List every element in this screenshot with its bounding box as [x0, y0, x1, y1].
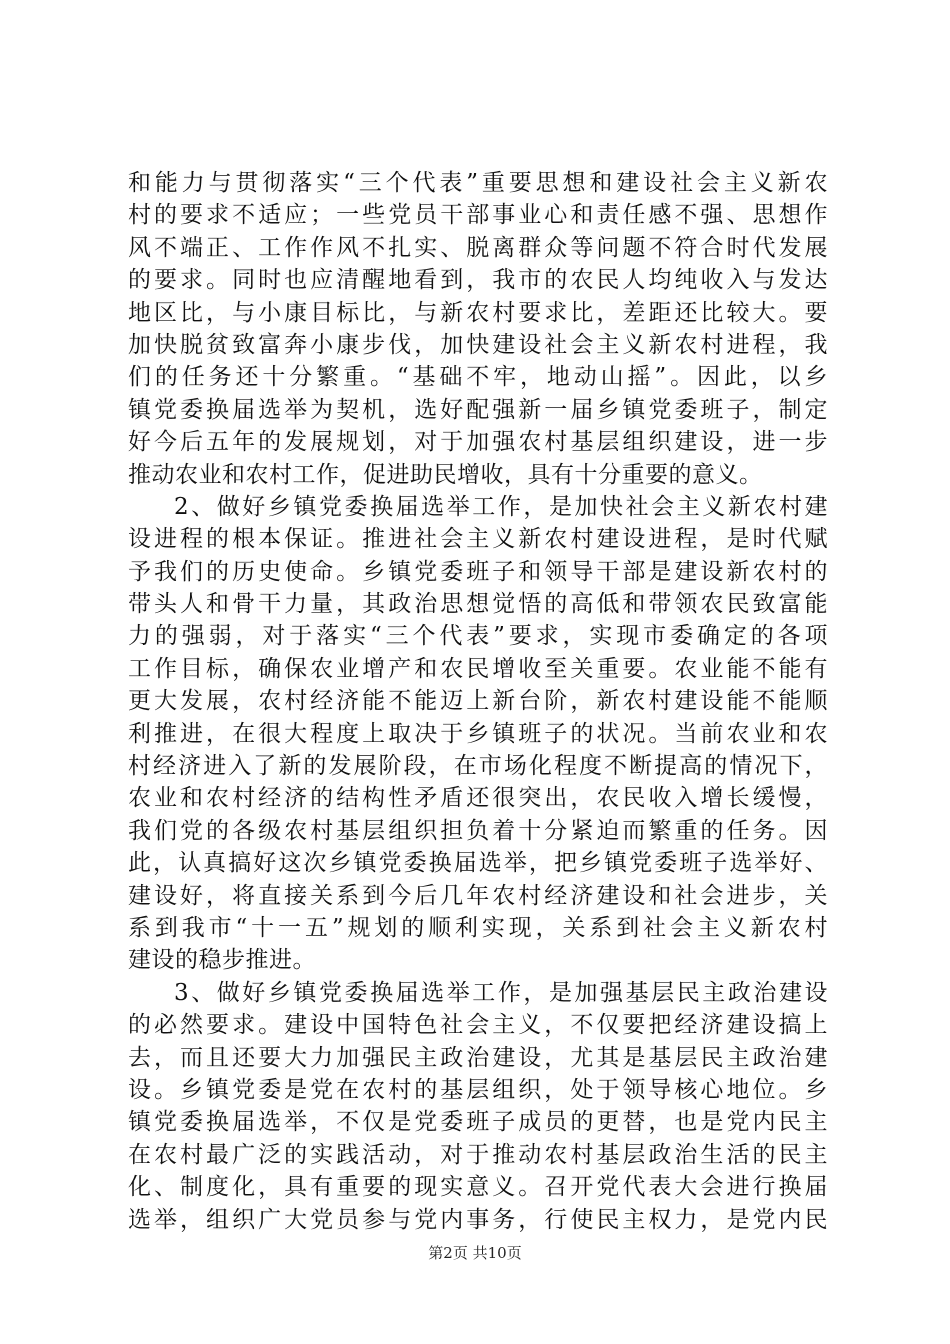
text-line: 镇党委换届选举，不仅是党委班子成员的更替，也是党内民主 — [128, 1109, 828, 1136]
text-line: 我们党的各级农村基层组织担负着十分紧迫而繁重的任务。因 — [128, 817, 828, 844]
text-line: 带头人和骨干力量，其政治思想觉悟的高低和带领农民致富能 — [128, 591, 828, 618]
text-line: 村经济进入了新的发展阶段，在市场化程度不断提高的情况下， — [128, 753, 828, 780]
text-line: 好今后五年的发展规划，对于加强农村基层组织建设，进一步 — [128, 429, 828, 456]
paragraph-start-line: 2、做好乡镇党委换届选举工作，是加快社会主义新农村建 — [174, 493, 828, 520]
text-line: 工作目标，确保农业增产和农民增收至关重要。农业能不能有 — [128, 655, 828, 682]
text-line: 设进程的根本保证。推进社会主义新农村建设进程，是时代赋 — [128, 526, 828, 553]
text-line: 予我们的历史使命。乡镇党委班子和领导干部是建设新农村的 — [128, 558, 828, 585]
text-line: 村的要求不适应；一些党员干部事业心和责任感不强、思想作 — [128, 202, 828, 229]
text-line: 风不端正、工作作风不扎实、脱离群众等问题不符合时代发展 — [128, 234, 828, 261]
paragraph-start-line: 3、做好乡镇党委换届选举工作，是加强基层民主政治建设 — [174, 979, 828, 1006]
text-line: 加快脱贫致富奔小康步伐，加快建设社会主义新农村进程，我 — [128, 331, 828, 358]
page-footer — [0, 1243, 950, 1263]
page-number-label: 第2页 共10页 — [428, 1244, 522, 1262]
text-line: 此，认真搞好这次乡镇党委换届选举，把乡镇党委班子选举好、 — [128, 850, 828, 877]
text-line: 地区比，与小康目标比，与新农村要求比，差距还比较大。要 — [128, 299, 828, 326]
text-line: 在农村最广泛的实践活动，对于推动农村基层政治生活的民主 — [128, 1141, 828, 1168]
text-line: 选举，组织广大党员参与党内事务，行使民主权力，是党内民 — [128, 1206, 828, 1233]
document-body — [128, 167, 828, 1236]
text-line: 力的强弱，对于落实“三个代表”要求，实现市委确定的各项 — [128, 623, 828, 650]
text-line: 的必然要求。建设中国特色社会主义，不仅要把经济建设搞上 — [128, 1012, 828, 1039]
text-line: 推动农业和农村工作，促进助民增收，具有十分重要的意义。 — [128, 461, 763, 488]
text-line: 和能力与贯彻落实“三个代表”重要思想和建设社会主义新农 — [128, 170, 828, 196]
text-line: 设。乡镇党委是党在农村的基层组织，处于领导核心地位。乡 — [128, 1076, 828, 1103]
text-line: 镇党委换届选举为契机，选好配强新一届乡镇党委班子，制定 — [128, 396, 828, 423]
text-line: 建设好，将直接关系到今后几年农村经济建设和社会进步，关 — [128, 882, 828, 909]
text-line: 化、制度化，具有重要的现实意义。召开党代表大会进行换届 — [128, 1174, 828, 1201]
text-line: 利推进，在很大程度上取决于乡镇班子的状况。当前农业和农 — [128, 720, 828, 747]
text-line: 去，而且还要大力加强民主政治建设，尤其是基层民主政治建 — [128, 1044, 828, 1071]
text-line: 们的任务还十分繁重。“基础不牢，地动山摇”。因此，以乡 — [128, 364, 828, 391]
text-line: 更大发展，农村经济能不能迈上新台阶，新农村建设能不能顺 — [128, 688, 828, 715]
text-line: 建设的稳步推进。 — [128, 947, 316, 974]
text-line: 农业和农村经济的结构性矛盾还很突出，农民收入增长缓慢， — [128, 785, 828, 812]
text-line: 的要求。同时也应清醒地看到，我市的农民人均纯收入与发达 — [128, 267, 828, 294]
text-line: 系到我市“十一五”规划的顺利实现，关系到社会主义新农村 — [128, 914, 828, 941]
